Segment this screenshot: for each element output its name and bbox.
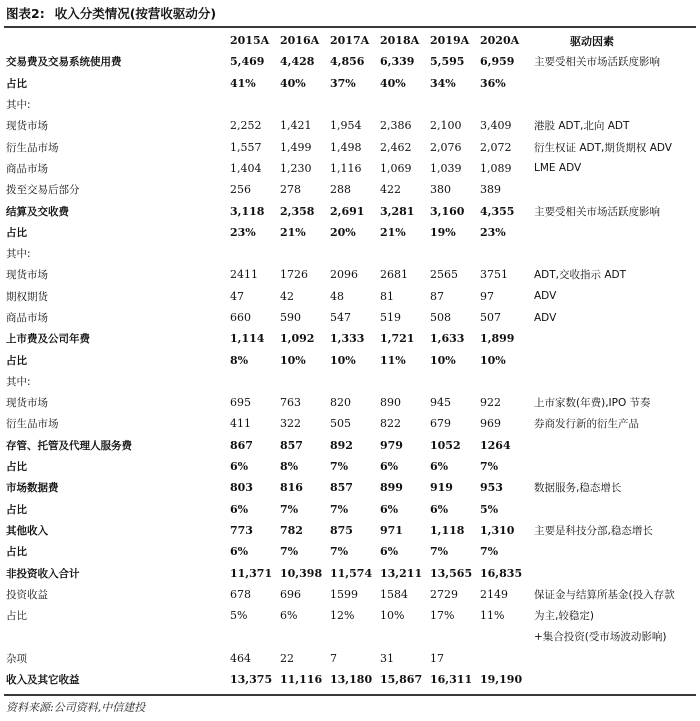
- value-cell: 40%: [280, 76, 306, 90]
- row-label: 衍生品市场: [6, 141, 59, 154]
- top-rule: [4, 26, 696, 28]
- driver-cell: 衍生权证 ADT,期货期权 ADV: [534, 141, 672, 154]
- value-cell: 922: [480, 396, 501, 410]
- value-cell: 8%: [280, 460, 299, 474]
- driver-cell: [530, 349, 696, 370]
- table-row: [6, 200, 696, 221]
- driver-cell: [530, 562, 696, 583]
- table-row: [6, 349, 696, 370]
- table-row: [6, 51, 696, 72]
- value-cell: [280, 243, 330, 264]
- table-row: [6, 669, 696, 690]
- value-cell: 822: [380, 417, 401, 431]
- row-label: 投资收益: [6, 588, 48, 601]
- value-cell: [430, 94, 480, 115]
- table-row: [6, 456, 696, 477]
- value-cell: [380, 371, 430, 392]
- value-cell: 773: [230, 523, 253, 537]
- value-cell: 1,039: [430, 161, 462, 175]
- value-cell: 11,116: [280, 673, 323, 687]
- value-cell: 2,691: [330, 204, 365, 218]
- value-cell: 13,375: [230, 673, 273, 687]
- driver-cell: [530, 243, 696, 264]
- value-cell: 7%: [330, 460, 349, 474]
- row-label: 占比: [6, 546, 27, 559]
- value-cell: 971: [380, 523, 403, 537]
- driver-cell: ADV: [534, 290, 557, 303]
- value-cell: [480, 94, 530, 115]
- value-cell: [230, 243, 280, 264]
- table-row: [6, 286, 696, 307]
- value-cell: 4,856: [330, 55, 365, 69]
- value-cell: 10,398: [280, 566, 323, 580]
- value-cell: 10%: [380, 609, 405, 623]
- value-cell: 660: [230, 311, 251, 324]
- row-label: 现货市场: [6, 397, 48, 410]
- value-cell: [430, 243, 480, 264]
- row-label: 其中:: [6, 248, 31, 261]
- value-cell: 2149: [480, 587, 508, 601]
- header-year: 2018A: [380, 34, 420, 48]
- row-label: 现货市场: [6, 269, 48, 282]
- value-cell: [430, 626, 480, 647]
- value-cell: [480, 371, 530, 392]
- value-cell: [480, 648, 530, 669]
- row-label: 拨至交易后部分: [6, 184, 80, 197]
- driver-cell: [530, 648, 696, 669]
- value-cell: 12%: [330, 609, 355, 623]
- table-row: [6, 179, 696, 200]
- value-cell: 15,867: [380, 673, 423, 687]
- value-cell: 411: [230, 417, 251, 431]
- header-year: 2015A: [230, 34, 270, 48]
- value-cell: 6%: [430, 460, 449, 474]
- value-cell: 2,462: [380, 140, 412, 154]
- table-row: [6, 392, 696, 413]
- value-cell: 763: [280, 396, 301, 410]
- row-label: 商品市场: [6, 162, 48, 175]
- value-cell: 1584: [380, 587, 408, 601]
- row-label: 上市费及公司年费: [6, 333, 90, 346]
- value-cell: 11%: [480, 609, 505, 623]
- value-cell: 23%: [230, 225, 256, 239]
- row-label: 占比: [6, 77, 27, 90]
- value-cell: 4,355: [480, 204, 515, 218]
- value-cell: [330, 626, 380, 647]
- value-cell: 10%: [430, 353, 456, 367]
- value-cell: [380, 626, 430, 647]
- row-label: 占比: [6, 503, 27, 516]
- value-cell: 6%: [380, 460, 399, 474]
- value-cell: 1,498: [330, 140, 362, 154]
- value-cell: 1052: [430, 438, 461, 452]
- value-cell: 13,565: [430, 566, 473, 580]
- value-cell: 867: [230, 438, 253, 452]
- table-row: [6, 158, 696, 179]
- value-cell: 13,211: [380, 566, 423, 580]
- table-row: [6, 477, 696, 498]
- row-label: 其他收入: [6, 524, 48, 537]
- value-cell: 1,721: [380, 332, 415, 346]
- value-cell: [380, 94, 430, 115]
- value-cell: 1,333: [330, 332, 365, 346]
- value-cell: 422: [380, 183, 401, 197]
- value-cell: 1726: [280, 268, 308, 282]
- value-cell: 17%: [430, 609, 455, 623]
- row-label: 交易费及交易系统使用费: [6, 56, 122, 69]
- row-label: 其中:: [6, 375, 31, 388]
- driver-cell: [530, 73, 696, 94]
- value-cell: 87: [430, 289, 444, 303]
- value-cell: 7%: [430, 545, 449, 559]
- value-cell: 2565: [430, 268, 458, 282]
- value-cell: 5,595: [430, 55, 465, 69]
- table-row: [6, 499, 696, 520]
- value-cell: 5,469: [230, 55, 265, 69]
- value-cell: 47: [230, 289, 244, 303]
- value-cell: 2681: [380, 268, 408, 282]
- table-row: [6, 584, 696, 605]
- row-label: 存管、托管及代理人服务费: [6, 439, 132, 452]
- value-cell: [280, 94, 330, 115]
- value-cell: 969: [480, 417, 501, 431]
- table-row: [6, 94, 696, 115]
- header-year: 2017A: [330, 34, 370, 48]
- row-label: 占比: [6, 610, 27, 623]
- value-cell: 590: [280, 311, 301, 324]
- table-row: [6, 264, 696, 285]
- value-cell: 464: [230, 651, 251, 665]
- value-cell: 857: [280, 438, 303, 452]
- value-cell: 7%: [280, 502, 299, 516]
- value-cell: 695: [230, 396, 251, 410]
- value-cell: 1,092: [280, 332, 315, 346]
- value-cell: 13,180: [330, 673, 373, 687]
- driver-cell: 港股 ADT,北向 ADT: [534, 120, 630, 133]
- table-row: [6, 435, 696, 456]
- table-row: [6, 115, 696, 136]
- value-cell: 979: [380, 438, 403, 452]
- row-label: 杂项: [6, 652, 27, 665]
- row-label: 收入及其它收益: [6, 674, 80, 687]
- value-cell: 97: [480, 289, 494, 303]
- value-cell: 6%: [230, 545, 249, 559]
- table-row: [6, 605, 696, 626]
- value-cell: 1,499: [280, 140, 312, 154]
- value-cell: [280, 626, 330, 647]
- value-cell: 1,557: [230, 140, 262, 154]
- header-blank: [6, 30, 230, 51]
- value-cell: [230, 94, 280, 115]
- value-cell: [330, 94, 380, 115]
- value-cell: [330, 243, 380, 264]
- value-cell: 21%: [380, 225, 406, 239]
- value-cell: 8%: [230, 353, 249, 367]
- value-cell: 816: [280, 481, 303, 495]
- table-body: [6, 51, 696, 690]
- value-cell: 899: [380, 481, 403, 495]
- value-cell: 5%: [480, 502, 499, 516]
- value-cell: 919: [430, 481, 453, 495]
- value-cell: 11,371: [230, 566, 273, 580]
- value-cell: [330, 371, 380, 392]
- value-cell: 2,076: [430, 140, 462, 154]
- value-cell: [480, 243, 530, 264]
- value-cell: 278: [280, 183, 301, 197]
- value-cell: 892: [330, 438, 353, 452]
- driver-cell: 券商发行新的衍生产品: [534, 418, 639, 431]
- value-cell: 1,404: [230, 161, 262, 175]
- driver-cell: [530, 328, 696, 349]
- value-cell: 2,252: [230, 119, 262, 133]
- value-cell: 1,116: [330, 161, 362, 175]
- value-cell: 22: [280, 651, 294, 665]
- table-row: [6, 328, 696, 349]
- header-year: 2016A: [280, 34, 320, 48]
- value-cell: 16,311: [430, 673, 473, 687]
- table-row: [6, 520, 696, 541]
- value-cell: 2411: [230, 268, 258, 282]
- row-label: 现货市场: [6, 120, 48, 133]
- value-cell: 3,160: [430, 204, 465, 218]
- value-cell: 507: [480, 311, 501, 324]
- value-cell: [230, 626, 280, 647]
- value-cell: 679: [430, 417, 451, 431]
- row-label: 占比: [6, 226, 27, 239]
- value-cell: 678: [230, 587, 251, 601]
- value-cell: 380: [430, 183, 451, 197]
- value-cell: 1,069: [380, 161, 412, 175]
- figure-caption: 收入分类情况(按营收驱动分): [54, 6, 217, 21]
- row-label: 非投资收入合计: [6, 567, 80, 580]
- value-cell: 6%: [380, 545, 399, 559]
- value-cell: 17: [430, 651, 444, 665]
- row-label: 占比: [6, 461, 27, 474]
- value-cell: 519: [380, 311, 401, 324]
- value-cell: 7: [330, 651, 337, 665]
- driver-cell: [530, 222, 696, 243]
- value-cell: 10%: [330, 353, 356, 367]
- driver-cell: [530, 541, 696, 562]
- driver-cell: 上市家数(年费),IPO 节奏: [534, 397, 651, 410]
- value-cell: 696: [280, 587, 301, 601]
- value-cell: 508: [430, 311, 451, 324]
- value-cell: 1,421: [280, 119, 312, 133]
- driver-cell: 主要受相关市场活跃度影响: [534, 56, 660, 69]
- row-label: 占比: [6, 354, 27, 367]
- value-cell: 7%: [480, 545, 499, 559]
- table-row: [6, 626, 696, 647]
- value-cell: 875: [330, 523, 353, 537]
- value-cell: 2729: [430, 587, 458, 601]
- value-cell: 1,118: [430, 523, 465, 537]
- table-row: [6, 222, 696, 243]
- table-row: [6, 243, 696, 264]
- value-cell: 6%: [280, 609, 298, 623]
- header-year: 2020A: [480, 34, 520, 48]
- value-cell: 36%: [480, 76, 506, 90]
- value-cell: 7%: [330, 545, 349, 559]
- value-cell: [480, 626, 530, 647]
- value-cell: 1,633: [430, 332, 465, 346]
- row-label: 其中:: [6, 99, 31, 112]
- value-cell: 23%: [480, 225, 506, 239]
- value-cell: 2,072: [480, 140, 512, 154]
- value-cell: 3,118: [230, 204, 265, 218]
- value-cell: 890: [380, 396, 401, 410]
- driver-cell: [530, 499, 696, 520]
- table-row: [6, 413, 696, 434]
- figure-title: [6, 4, 216, 22]
- value-cell: 20%: [330, 225, 356, 239]
- value-cell: 389: [480, 183, 501, 197]
- value-cell: [430, 371, 480, 392]
- value-cell: 3,281: [380, 204, 415, 218]
- value-cell: [280, 371, 330, 392]
- value-cell: 3751: [480, 268, 508, 282]
- driver-cell: [530, 371, 696, 392]
- value-cell: 1,899: [480, 332, 515, 346]
- driver-cell: [530, 435, 696, 456]
- value-cell: 5%: [230, 609, 248, 623]
- value-cell: 34%: [430, 76, 456, 90]
- value-cell: [230, 371, 280, 392]
- row-label: [6, 626, 230, 647]
- value-cell: 1,089: [480, 161, 512, 175]
- source-note: 资料来源:公司资料,中信建投: [6, 701, 146, 714]
- driver-cell: 为主,较稳定): [534, 610, 594, 623]
- row-label: 期权期货: [6, 290, 48, 303]
- row-label: 结算及交收费: [6, 205, 69, 218]
- value-cell: 19%: [430, 225, 456, 239]
- value-cell: 6%: [430, 502, 449, 516]
- value-cell: 1,114: [230, 332, 265, 346]
- value-cell: 3,409: [480, 119, 512, 133]
- value-cell: 2,100: [430, 119, 462, 133]
- value-cell: 953: [480, 481, 503, 495]
- table-row: [6, 541, 696, 562]
- value-cell: 40%: [380, 76, 406, 90]
- driver-cell: ADT,交收指示 ADT: [534, 269, 627, 282]
- value-cell: 41%: [230, 76, 256, 90]
- revenue-table: [6, 30, 696, 690]
- value-cell: 19,190: [480, 673, 523, 687]
- value-cell: 7%: [280, 545, 299, 559]
- value-cell: 1,230: [280, 161, 312, 175]
- value-cell: 31: [380, 651, 394, 665]
- value-cell: 857: [330, 481, 353, 495]
- value-cell: 10%: [480, 353, 506, 367]
- value-cell: 48: [330, 289, 344, 303]
- driver-cell: 主要受相关市场活跃度影响: [534, 205, 660, 218]
- value-cell: 1599: [330, 587, 358, 601]
- row-label: 市场数据费: [6, 482, 59, 495]
- value-cell: 288: [330, 183, 351, 197]
- table-header: [6, 30, 696, 51]
- value-cell: 6,339: [380, 55, 415, 69]
- driver-cell: [530, 456, 696, 477]
- bottom-rule: [4, 694, 696, 696]
- driver-cell: [530, 179, 696, 200]
- driver-cell: 主要是科技分部,稳态增长: [534, 524, 653, 537]
- value-cell: 11,574: [330, 566, 373, 580]
- value-cell: 42: [280, 289, 294, 303]
- header-year: 2019A: [430, 34, 470, 48]
- value-cell: 2,386: [380, 119, 412, 133]
- row-label: 商品市场: [6, 312, 48, 324]
- value-cell: 1,954: [330, 119, 362, 133]
- table-row: [6, 371, 696, 392]
- value-cell: 81: [380, 289, 394, 303]
- value-cell: 1,310: [480, 523, 515, 537]
- driver-cell: 数据服务,稳态增长: [534, 482, 622, 495]
- value-cell: 37%: [330, 76, 356, 90]
- value-cell: 547: [330, 311, 351, 324]
- table-row: [6, 73, 696, 94]
- value-cell: 11%: [380, 353, 406, 367]
- value-cell: 2096: [330, 268, 358, 282]
- driver-cell: ADV: [534, 311, 557, 324]
- value-cell: 10%: [280, 353, 306, 367]
- driver-cell: LME ADV: [534, 162, 582, 175]
- value-cell: 6,959: [480, 55, 515, 69]
- value-cell: 16,835: [480, 566, 523, 580]
- value-cell: 782: [280, 523, 303, 537]
- value-cell: 6%: [380, 502, 399, 516]
- value-cell: 6%: [230, 460, 249, 474]
- value-cell: 6%: [230, 502, 249, 516]
- table-row: [6, 307, 696, 328]
- table-row: [6, 562, 696, 583]
- row-label: 衍生品市场: [6, 418, 59, 431]
- value-cell: 7%: [480, 460, 499, 474]
- driver-cell: [530, 669, 696, 690]
- value-cell: 505: [330, 417, 351, 431]
- value-cell: 21%: [280, 225, 306, 239]
- table-row: [6, 136, 696, 157]
- value-cell: 820: [330, 396, 351, 410]
- value-cell: 322: [280, 417, 301, 431]
- value-cell: 803: [230, 481, 253, 495]
- value-cell: 1264: [480, 438, 511, 452]
- value-cell: 945: [430, 396, 451, 410]
- value-cell: 2,358: [280, 204, 315, 218]
- value-cell: 7%: [330, 502, 349, 516]
- figure-label: 图表2:: [6, 6, 45, 21]
- driver-cell: 保证金与结算所基金(投入存款: [534, 588, 675, 601]
- value-cell: 4,428: [280, 55, 315, 69]
- driver-cell: +集合投资(受市场波动影响): [534, 631, 667, 644]
- driver-cell: [530, 94, 696, 115]
- header-driver: 驱动因素: [570, 34, 614, 48]
- value-cell: [380, 243, 430, 264]
- table-row: [6, 648, 696, 669]
- value-cell: 256: [230, 183, 251, 197]
